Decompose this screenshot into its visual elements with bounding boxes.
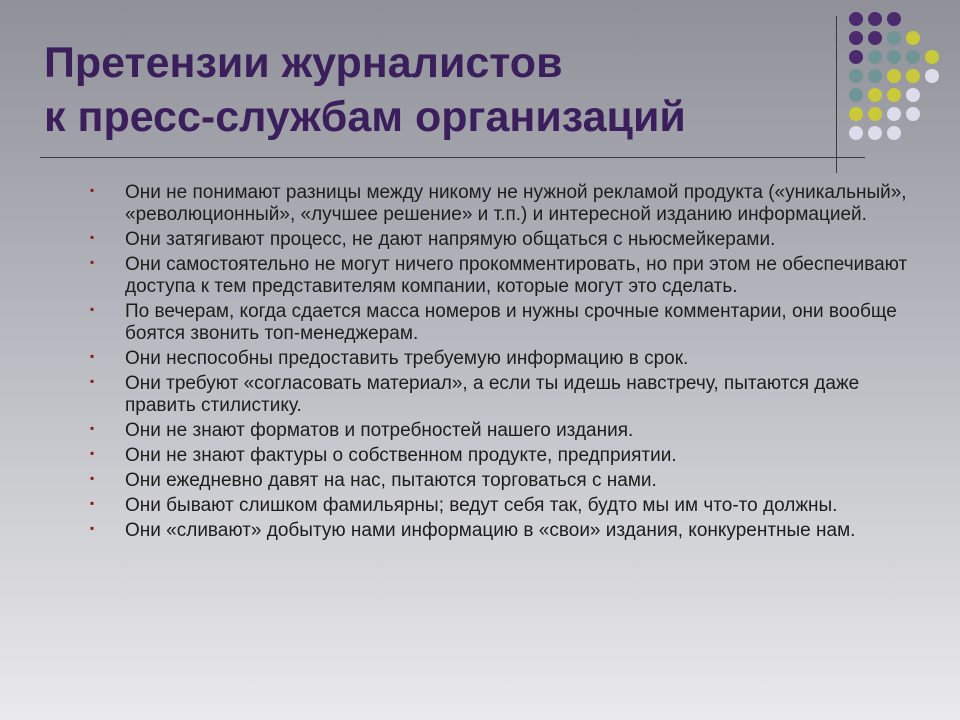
bullet-text: Они не знают фактуры о собственном продукте, предприятии. (125, 445, 677, 466)
decorative-dot-icon (906, 31, 920, 45)
decorative-dot-icon (887, 126, 901, 140)
bullet-item (90, 182, 930, 226)
decorative-dot-icon (906, 88, 920, 102)
bullet-text: Они ежедневно давят на нас, пытаются торговаться с нами. (125, 470, 657, 491)
bullet-marker-icon: ▪ (90, 496, 95, 510)
bullet-list (90, 182, 930, 545)
bullet-marker-icon: ▪ (90, 255, 95, 269)
decorative-dot-icon (868, 31, 882, 45)
decorative-dot-icon (906, 50, 920, 64)
bullet-item (90, 420, 930, 442)
slide-title (44, 36, 804, 144)
bullet-text: Они не понимают разницы между никому не нужной рекламой продукта («уникальный», «революционный», «лучшее решение» и т.п.) и интересной изданию информацией. (125, 182, 907, 225)
decorative-dot-icon (868, 12, 882, 26)
decorative-dot-icon (868, 126, 882, 140)
bullet-marker-icon: ▪ (90, 349, 95, 363)
bullet-text: По вечерам, когда сдается масса номеров и нужны срочные комментарии, они вообще боятся звонить топ-менеджерам. (125, 301, 897, 344)
bullet-item (90, 301, 930, 345)
decorative-dot-icon (925, 50, 939, 64)
bullet-marker-icon: ▪ (90, 374, 95, 388)
decorative-dot-icon (906, 69, 920, 83)
decorative-dot-icon (887, 88, 901, 102)
decorative-dot-icon (868, 107, 882, 121)
decorative-dot-icon (887, 107, 901, 121)
title-line-1: Претензии журналистов (44, 39, 563, 87)
decorative-dot-icon (849, 88, 863, 102)
bullet-text: Они затягивают процесс, не дают напрямую общаться с ньюсмейкерами. (125, 229, 776, 250)
decorative-dot-icon (849, 69, 863, 83)
bullet-marker-icon: ▪ (90, 421, 95, 435)
decorative-dot-icon (868, 88, 882, 102)
vertical-divider (836, 16, 837, 173)
decorative-dot-icon (887, 12, 901, 26)
bullet-item (90, 229, 930, 251)
bullet-item (90, 254, 930, 298)
decorative-dot-grid (849, 12, 949, 162)
bullet-text: Они самостоятельно не могут ничего прокомментировать, но при этом не обеспечивают доступа к тем представителям компании, которые могут это сделать. (125, 254, 908, 297)
bullet-item (90, 520, 930, 542)
bullet-item (90, 495, 930, 517)
bullet-marker-icon: ▪ (90, 521, 95, 535)
decorative-dot-icon (849, 126, 863, 140)
bullet-text: Они «сливают» добытую нами информацию в «свои» издания, конкурентные нам. (125, 520, 856, 541)
bullet-marker-icon: ▪ (90, 183, 95, 197)
bullet-marker-icon: ▪ (90, 446, 95, 460)
decorative-dot-icon (849, 107, 863, 121)
horizontal-divider (40, 157, 865, 158)
bullet-text: Они требуют «согласовать материал», а если ты идешь навстречу, пытаются даже править стилистику. (125, 373, 860, 416)
decorative-dot-icon (887, 31, 901, 45)
bullet-item (90, 470, 930, 492)
bullet-text: Они неспособны предоставить требуемую информацию в срок. (125, 348, 689, 369)
bullet-item (90, 348, 930, 370)
decorative-dot-icon (868, 69, 882, 83)
decorative-dot-icon (887, 50, 901, 64)
bullet-marker-icon: ▪ (90, 302, 95, 316)
bullet-text: Они бывают слишком фамильярны; ведут себя так, будто мы им что-то должны. (125, 495, 838, 516)
decorative-dot-icon (906, 107, 920, 121)
decorative-dot-icon (849, 12, 863, 26)
decorative-dot-icon (925, 69, 939, 83)
bullet-text: Они не знают форматов и потребностей нашего издания. (125, 420, 634, 441)
bullet-marker-icon: ▪ (90, 471, 95, 485)
bullet-item (90, 373, 930, 417)
decorative-dot-icon (849, 50, 863, 64)
bullet-item (90, 445, 930, 467)
bullet-marker-icon: ▪ (90, 230, 95, 244)
decorative-dot-icon (849, 31, 863, 45)
title-line-2: к пресс-службам организаций (44, 93, 686, 141)
decorative-dot-icon (868, 50, 882, 64)
decorative-dot-icon (887, 69, 901, 83)
